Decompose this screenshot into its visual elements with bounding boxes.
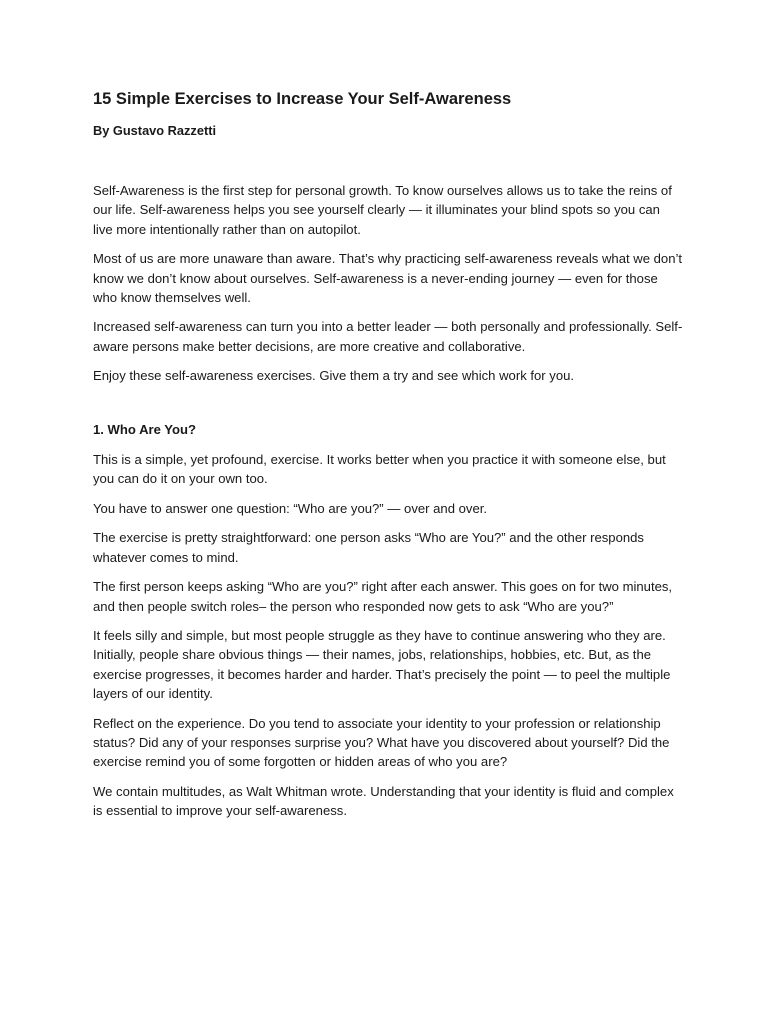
section-paragraph: The first person keeps asking “Who are you?” right after each answer. This goes on for two minutes, and then people switch roles– the person who responded now gets to ask “Who are you?”	[93, 579, 673, 614]
section-paragraph: You have to answer one question: “Who are you?” — over and over.	[93, 500, 488, 516]
intro-section	[93, 181, 683, 386]
intro-paragraph: Enjoy these self-awareness exercises. Give them a try and see which work for you.	[93, 368, 575, 384]
intro-paragraph: Most of us are more unaware than aware. That’s why practicing self-awareness reveals what we don’t know we don’t know about ourselves. Self-awareness is a never-ending journey — even for those who know themselves well.	[93, 251, 683, 306]
exercise-section	[93, 420, 683, 821]
intro-paragraph: Increased self-awareness can turn you into a better leader — both personally and professionally. Self-aware persons make better decisions, are more creative and collaborative.	[93, 319, 683, 354]
section-heading: 1. Who Are You?	[93, 421, 197, 437]
document-page	[93, 88, 683, 831]
document-title: 15 Simple Exercises to Increase Your Self-Awareness	[93, 90, 512, 108]
section-paragraph: This is a simple, yet profound, exercise. It works better when you practice it with someone else, but you can do it on your own too.	[93, 452, 666, 487]
document-author: By Gustavo Razzetti	[93, 123, 217, 138]
section-paragraph: The exercise is pretty straightforward: one person asks “Who are You?” and the other responds whatever comes to mind.	[93, 530, 644, 565]
section-paragraph: Reflect on the experience. Do you tend to associate your identity to your profession or relationship status? Did any of your responses surprise you? What have you discovered about yourself? Did the exercise remind you of some forgotten or hidden areas of who you are?	[93, 715, 670, 770]
intro-paragraph: Self-Awareness is the first step for personal growth. To know ourselves allows us to take the reins of our life. Self-awareness helps you see yourself clearly — it illuminates your blind spots so you can live more intentionally rather than on autopilot.	[93, 183, 672, 237]
section-paragraph: We contain multitudes, as Walt Whitman wrote. Understanding that your identity is fluid and complex is essential to improve your self-awareness.	[93, 783, 674, 819]
section-paragraph: It feels silly and simple, but most people struggle as they have to continue answering who they are. Initially, people share obvious things — their names, jobs, relationships, hobbies, etc. But, as the exercise progresses, it becomes harder and harder. That’s precisely the point — to peel the multiple layers of our identity.	[93, 627, 671, 702]
